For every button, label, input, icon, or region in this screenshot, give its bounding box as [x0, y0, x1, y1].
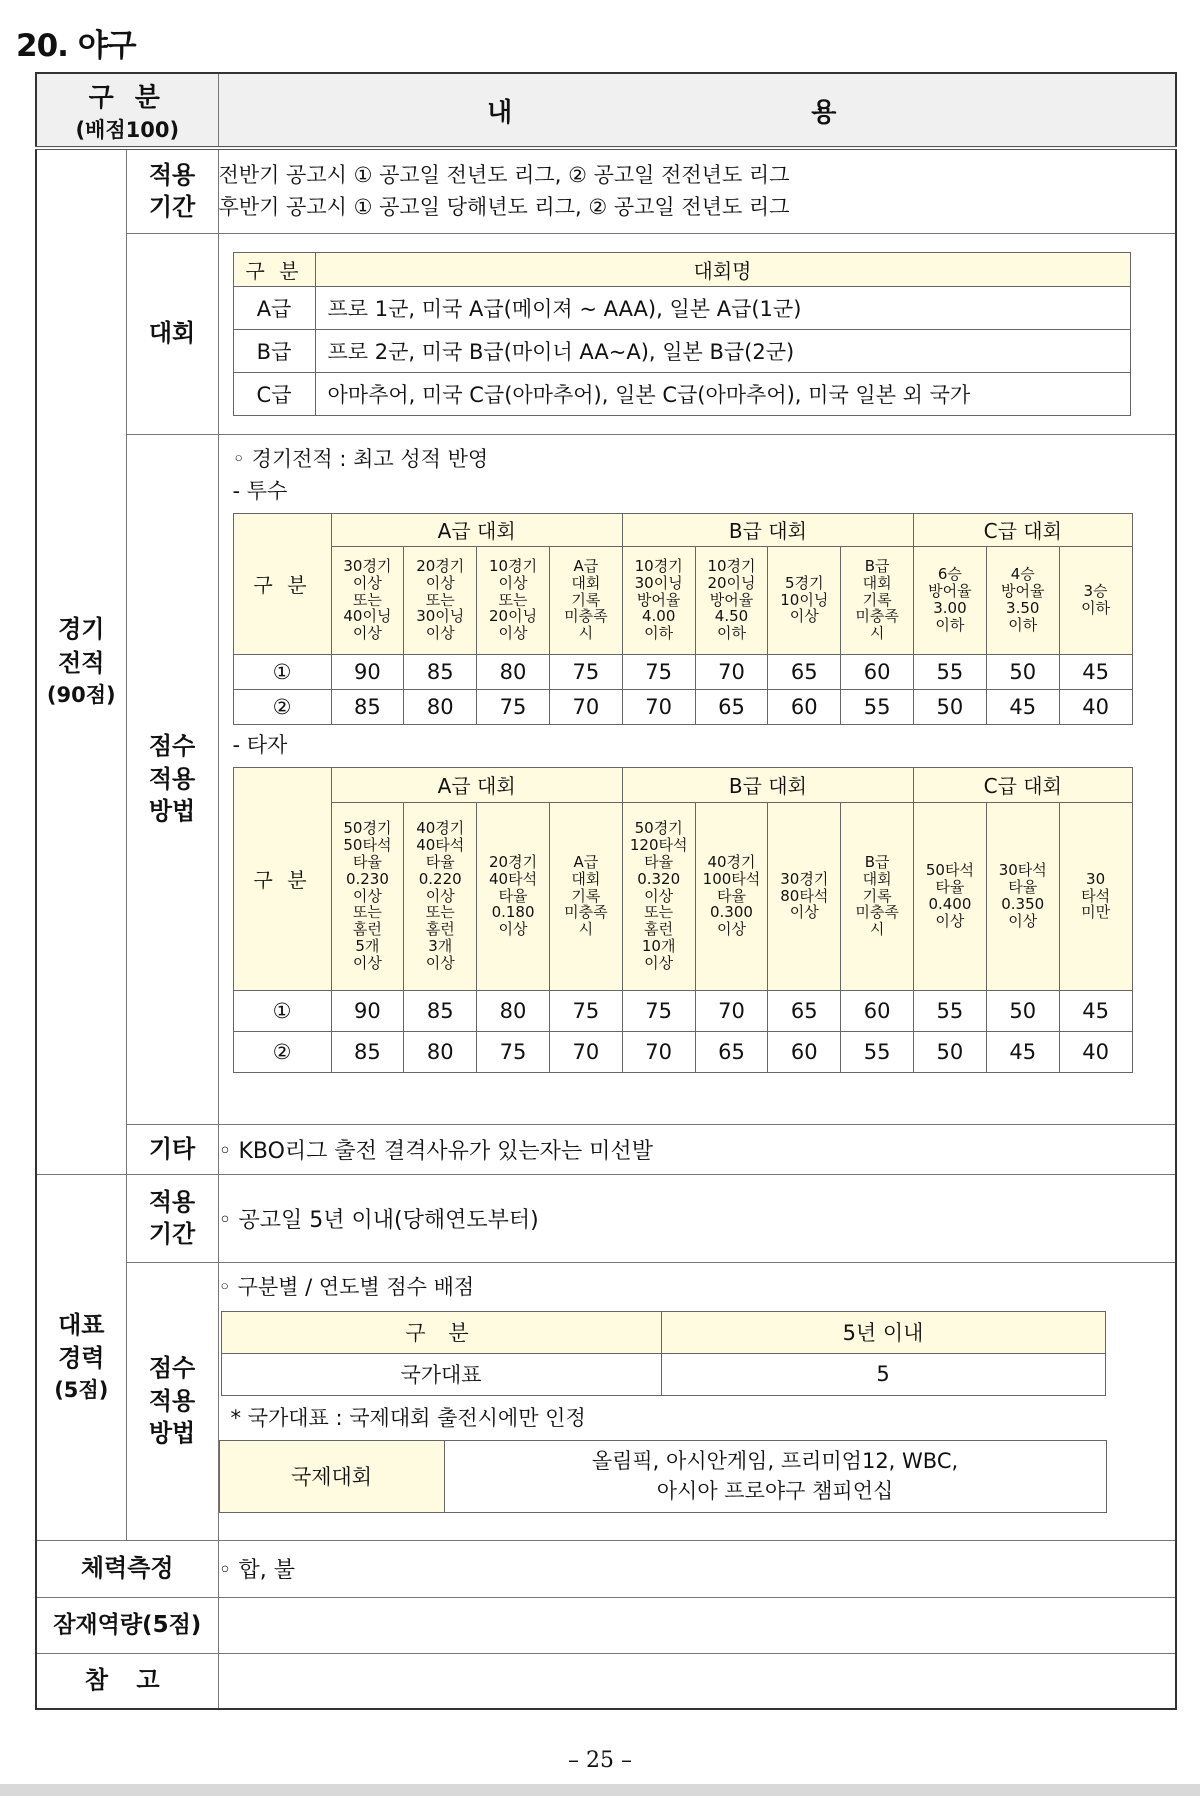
etc-label: 기타 — [126, 1124, 218, 1174]
batter-criteria-text: 30타석 — [998, 861, 1047, 880]
pitcher-criteria-text: 대회 — [862, 573, 892, 592]
batter-criteria-text: 이상 — [425, 886, 455, 905]
criteria-table — [35, 72, 1177, 1710]
pitcher-criteria-cell — [841, 546, 914, 654]
career-scoring-label-line2: 적용 — [148, 1386, 196, 1415]
competition-names: 프로 2군, 미국 B급(마이너 AA~A), 일본 B급(2군) — [315, 329, 1130, 372]
batter-criteria-text: 50경기 — [634, 819, 683, 838]
batter-criteria-text: 20경기 — [489, 853, 538, 871]
pitcher-criteria-cell — [549, 546, 622, 654]
career-scoring-intro: ◦ 구분별 / 연도별 점수 배점 — [218, 1274, 475, 1299]
competition-grade: C급 — [233, 372, 315, 415]
batter-criteria-text: 기록 — [571, 886, 601, 905]
batter-criteria-text: 80타석 — [780, 886, 829, 905]
pitcher-criteria-text: 이하 — [1008, 615, 1038, 634]
reference-label: 참 고 — [36, 1653, 218, 1709]
pitcher-criteria-cell — [986, 546, 1059, 654]
pitcher-score-cell: 60 — [841, 654, 914, 689]
batter-criteria-text: 기록 — [862, 886, 892, 905]
table-row — [233, 1031, 1132, 1072]
pitcher-head-category: 구 분 — [233, 513, 331, 654]
page-number: – 25 – — [568, 1748, 632, 1773]
batter-score-cell: 60 — [768, 1031, 841, 1072]
batter-criteria-text: 타율 — [352, 853, 382, 871]
batter-criteria-cell — [1059, 802, 1132, 990]
pitcher-criteria-text: 3.50 — [1006, 599, 1040, 617]
batter-score-cell: 70 — [695, 990, 768, 1031]
pitcher-score-cell: 65 — [768, 654, 841, 689]
pitcher-criteria-text: 40이닝 — [343, 607, 392, 626]
career-score-value: 5 — [661, 1353, 1105, 1395]
pitcher-score-cell: 65 — [695, 689, 768, 724]
batter-criteria-text: 3개 — [428, 936, 453, 955]
pitcher-criteria-text: 이상 — [498, 624, 528, 643]
batter-criteria-text: 50타석 — [343, 836, 392, 855]
batter-criteria-text: 타석 — [1081, 886, 1111, 905]
batter-criteria-text: 0.220 — [418, 869, 462, 888]
batter-criteria-text: 120타석 — [629, 836, 688, 855]
pitcher-criteria-text: 미충족 — [564, 607, 608, 626]
batter-criteria-text: 시 — [869, 920, 885, 939]
batter-criteria-text: 40타석 — [489, 869, 538, 888]
pitcher-row-label: ① — [233, 654, 331, 689]
pitcher-criteria-text: 4.00 — [641, 607, 676, 626]
pitcher-criteria-text: A급 — [573, 557, 599, 575]
batter-score-cell: 65 — [695, 1031, 768, 1072]
pitcher-criteria-text: 30경기 — [343, 557, 392, 575]
batter-criteria-text: 미만 — [1081, 903, 1111, 922]
intl-table — [219, 1440, 1107, 1513]
scoring-label-line1: 점수 — [148, 732, 196, 761]
pitcher-criteria-text: 방어율 — [709, 590, 754, 609]
competition-content — [218, 233, 1176, 434]
batter-criteria-text: 또는 — [352, 903, 382, 922]
batter-criteria-text: 이상 — [716, 920, 746, 939]
batter-score-cell: 60 — [841, 990, 914, 1031]
competition-head-category: 구 분 — [233, 252, 315, 286]
pitcher-criteria-cell — [404, 546, 477, 654]
career-score-head-years: 5년 이내 — [661, 1311, 1105, 1353]
career-period-label-line2: 기간 — [148, 1220, 196, 1248]
pitcher-criteria-text: 또는 — [425, 590, 455, 609]
fitness-label: 체력측정 — [36, 1540, 218, 1597]
batter-criteria-cell — [695, 802, 768, 990]
pitcher-criteria-text: 방어율 — [928, 582, 972, 601]
batter-criteria-text: 40경기 — [707, 853, 756, 871]
header-content-a: 내 — [487, 97, 513, 128]
header-category-label: 구 분 — [88, 82, 166, 113]
competition-head-name: 대회명 — [315, 252, 1130, 286]
batter-criteria-text: 0.230 — [345, 869, 389, 888]
batter-criteria-text: 100타석 — [702, 869, 761, 888]
batter-criteria-text: 미충족 — [564, 903, 608, 922]
batter-criteria-text: 50경기 — [343, 819, 392, 838]
pitcher-criteria-text: 방어율 — [1000, 582, 1045, 601]
batter-criteria-text: 이상 — [352, 886, 382, 905]
batter-criteria-text: 대회 — [571, 869, 601, 888]
batter-score-cell: 70 — [622, 1031, 695, 1072]
pitcher-criteria-text: 3.00 — [933, 599, 967, 617]
batter-row-label: ② — [233, 1031, 331, 1072]
pitcher-criteria-cell — [1059, 546, 1132, 654]
pitcher-criteria-text: 20이닝 — [489, 607, 538, 626]
record-label-line2: 전적 — [58, 649, 105, 678]
batter-criteria-text: 0.350 — [1001, 895, 1045, 913]
header-category — [36, 73, 218, 148]
batter-criteria-text: 홈런 — [425, 920, 455, 939]
batter-group-b: B급 대회 — [622, 767, 913, 802]
competition-label: 대회 — [126, 233, 218, 434]
pitcher-criteria-text: 3승 — [1083, 582, 1108, 601]
record-period-label — [126, 148, 218, 233]
pitcher-score-cell: 55 — [914, 654, 987, 689]
batter-score-cell: 90 — [331, 990, 404, 1031]
footer-bar — [0, 1784, 1200, 1796]
batter-criteria-cell — [622, 802, 695, 990]
batter-criteria-text: 50타석 — [925, 861, 974, 880]
pitcher-criteria-text: B급 — [864, 557, 890, 575]
batter-criteria-text: 10개 — [641, 936, 676, 955]
career-scoring-label — [126, 1262, 218, 1540]
batter-criteria-text: 이상 — [1008, 911, 1038, 930]
batter-criteria-cell — [404, 802, 477, 990]
pitcher-criteria-text: 기록 — [862, 590, 892, 609]
scoring-label-line2: 적용 — [148, 764, 196, 793]
table-row — [233, 689, 1132, 724]
pitcher-criteria-text: 이하 — [644, 624, 674, 643]
pitcher-score-cell: 85 — [331, 689, 404, 724]
scoring-label-line3: 방법 — [148, 797, 196, 826]
record-period-label-line1: 적용 — [148, 160, 196, 189]
batter-criteria-text: 대회 — [862, 869, 892, 888]
career-score-category: 국가대표 — [221, 1353, 661, 1395]
header-content — [218, 73, 1176, 148]
pitcher-criteria-cell — [695, 546, 768, 654]
batter-criteria-text: 타율 — [644, 853, 674, 871]
career-scoring-label-line1: 점수 — [148, 1354, 196, 1383]
fitness-text: ◦ 합, 불 — [218, 1540, 1176, 1597]
batter-criteria-text: 이상 — [425, 953, 455, 972]
career-period-text: ◦ 공고일 5년 이내(당해연도부터) — [218, 1174, 1176, 1262]
batter-head-category: 구 분 — [233, 767, 331, 990]
batter-criteria-cell — [331, 802, 404, 990]
pitcher-table — [233, 513, 1133, 725]
header-score-label: (배점100) — [75, 117, 180, 142]
batter-score-cell: 40 — [1059, 1031, 1132, 1072]
batter-criteria-text: 홈런 — [352, 920, 382, 939]
pitcher-criteria-cell — [622, 546, 695, 654]
pitcher-criteria-text: 미충족 — [855, 607, 899, 626]
pitcher-score-cell: 80 — [477, 654, 550, 689]
batter-criteria-cell — [841, 802, 914, 990]
pitcher-criteria-text: 기록 — [571, 590, 601, 609]
table-row — [233, 372, 1130, 415]
batter-criteria-text: 또는 — [644, 903, 674, 922]
pitcher-criteria-text: 이하 — [935, 615, 965, 634]
batter-group-a: A급 대회 — [331, 767, 622, 802]
pitcher-criteria-text: 이상 — [498, 573, 528, 592]
batter-criteria-text: 30 — [1086, 869, 1106, 888]
pitcher-criteria-text: 이상 — [425, 624, 455, 643]
intl-list-line1: 올림픽, 아시안게임, 프리미엄12, WBC, — [591, 1449, 959, 1473]
pitcher-criteria-cell — [477, 546, 550, 654]
pitcher-score-cell: 50 — [914, 689, 987, 724]
reference-content — [218, 1653, 1176, 1709]
potential-content — [218, 1597, 1176, 1653]
batter-criteria-text: A급 — [573, 853, 599, 871]
career-label — [36, 1174, 126, 1540]
potential-label: 잠재역량(5점) — [36, 1597, 218, 1653]
record-label-line1: 경기 — [58, 615, 105, 644]
intl-list — [444, 1440, 1106, 1512]
pitcher-criteria-cell — [914, 546, 987, 654]
pitcher-criteria-text: 5경기 — [785, 573, 824, 592]
batter-criteria-text: 타율 — [425, 853, 455, 871]
pitcher-criteria-text: 이상 — [425, 573, 455, 592]
batter-criteria-text: 30경기 — [780, 869, 829, 888]
batter-score-cell: 80 — [404, 1031, 477, 1072]
competition-grade: A급 — [233, 286, 315, 329]
pitcher-score-cell: 70 — [622, 689, 695, 724]
batter-criteria-text: 홈런 — [644, 920, 674, 939]
batter-criteria-cell — [768, 802, 841, 990]
batter-criteria-text: 0.300 — [710, 903, 753, 922]
pitcher-criteria-text: 20이닝 — [707, 573, 756, 592]
batter-criteria-text: 40경기 — [416, 819, 465, 838]
scoring-label — [126, 434, 218, 1124]
batter-score-cell: 65 — [768, 990, 841, 1031]
pitcher-criteria-text: 또는 — [498, 590, 528, 609]
pitcher-score-cell: 45 — [1059, 654, 1132, 689]
pitcher-criteria-text: 30이닝 — [416, 607, 465, 626]
pitcher-criteria-text: 이하 — [716, 624, 746, 643]
batter-criteria-text: 0.400 — [928, 895, 972, 913]
career-score-table — [221, 1311, 1106, 1396]
career-label-line2: 경력 — [58, 1344, 105, 1373]
pitcher-criteria-text: 이하 — [1081, 599, 1111, 617]
batter-criteria-text: 이상 — [644, 953, 674, 972]
career-label-line1: 대표 — [58, 1310, 105, 1339]
batter-score-cell: 75 — [549, 990, 622, 1031]
batter-score-cell: 80 — [477, 990, 550, 1031]
header-content-b: 용 — [811, 97, 837, 128]
etc-text: ◦ KBO리그 출전 결격사유가 있는자는 미선발 — [218, 1124, 1176, 1174]
batter-criteria-text: 타율 — [1008, 878, 1038, 897]
pitcher-criteria-cell — [768, 546, 841, 654]
career-note: * 국가대표 : 국제대회 출전시에만 인정 — [230, 1405, 586, 1430]
pitcher-score-cell: 90 — [331, 654, 404, 689]
pitcher-criteria-text: 또는 — [352, 590, 382, 609]
competition-grade: B급 — [233, 329, 315, 372]
pitcher-score-cell: 75 — [549, 654, 622, 689]
batter-title: - 타자 — [232, 732, 288, 757]
pitcher-criteria-text: 10이닝 — [780, 590, 829, 609]
batter-criteria-text: 이상 — [789, 903, 819, 922]
intl-list-line2: 아시아 프로야구 챔피언십 — [656, 1479, 894, 1503]
batter-criteria-cell — [549, 802, 622, 990]
batter-table — [233, 767, 1133, 1073]
pitcher-title: - 투수 — [232, 478, 288, 503]
batter-criteria-text: 이상 — [352, 953, 382, 972]
competition-names: 아마추어, 미국 C급(아마추어), 일본 C급(아마추어), 미국 일본 외 국가 — [315, 372, 1130, 415]
batter-criteria-text: 타율 — [498, 886, 528, 905]
pitcher-criteria-text: 10경기 — [634, 557, 683, 575]
batter-criteria-text: 이상 — [498, 920, 528, 939]
batter-criteria-text: 타율 — [935, 878, 965, 897]
batter-criteria-cell — [914, 802, 987, 990]
batter-group-c: C급 대회 — [914, 767, 1133, 802]
table-row — [233, 990, 1132, 1031]
batter-score-cell: 50 — [986, 990, 1059, 1031]
scoring-content — [218, 434, 1176, 1124]
career-period-label — [126, 1174, 218, 1262]
career-period-label-line1: 적용 — [148, 1187, 196, 1216]
pitcher-criteria-cell — [331, 546, 404, 654]
competition-table — [233, 252, 1131, 416]
batter-score-cell: 45 — [1059, 990, 1132, 1031]
batter-criteria-text: 0.180 — [491, 903, 535, 922]
pitcher-score-cell: 70 — [695, 654, 768, 689]
batter-score-cell: 85 — [331, 1031, 404, 1072]
batter-score-cell: 75 — [477, 1031, 550, 1072]
batter-criteria-cell — [986, 802, 1059, 990]
pitcher-score-cell: 55 — [841, 689, 914, 724]
record-label — [36, 148, 126, 1174]
batter-criteria-text: 40타석 — [416, 836, 465, 855]
batter-criteria-text: 이상 — [644, 886, 674, 905]
pitcher-criteria-text: 시 — [578, 624, 594, 643]
batter-score-cell: 55 — [841, 1031, 914, 1072]
pitcher-criteria-text: 대회 — [571, 573, 601, 592]
pitcher-group-b: B급 대회 — [622, 513, 913, 546]
pitcher-criteria-text: 4.50 — [714, 607, 749, 626]
pitcher-criteria-text: 시 — [869, 624, 885, 643]
pitcher-criteria-row — [233, 546, 1132, 654]
record-period-line2: 후반기 공고시 ① 공고일 당해년도 리그, ② 공고일 전년도 리그 — [218, 195, 790, 220]
batter-criteria-text: 0.320 — [637, 869, 681, 888]
pitcher-group-c: C급 대회 — [914, 513, 1133, 546]
batter-score-cell: 70 — [549, 1031, 622, 1072]
record-period-label-line2: 기간 — [148, 193, 196, 222]
batter-criteria-row — [233, 802, 1132, 990]
career-scoring-label-line3: 방법 — [148, 1419, 196, 1448]
record-period-line1: 전반기 공고시 ① 공고일 전년도 리그, ② 공고일 전전년도 리그 — [218, 163, 790, 188]
pitcher-group-a: A급 대회 — [331, 513, 622, 546]
table-row — [233, 286, 1130, 329]
career-score-head-category: 구 분 — [221, 1311, 661, 1353]
batter-score-cell: 45 — [986, 1031, 1059, 1072]
intl-label: 국제대회 — [219, 1440, 444, 1512]
batter-criteria-text: 또는 — [425, 903, 455, 922]
pitcher-score-cell: 75 — [622, 654, 695, 689]
pitcher-criteria-text: 방어율 — [636, 590, 681, 609]
pitcher-criteria-text: 4승 — [1010, 565, 1035, 584]
pitcher-score-cell: 60 — [768, 689, 841, 724]
table-row — [221, 1353, 1105, 1395]
pitcher-criteria-text: 20경기 — [416, 557, 465, 575]
competition-names: 프로 1군, 미국 A급(메이져 ~ AAA), 일본 A급(1군) — [315, 286, 1130, 329]
pitcher-criteria-text: 6승 — [937, 565, 962, 584]
pitcher-criteria-text: 10경기 — [707, 557, 756, 575]
table-row — [233, 329, 1130, 372]
table-row — [233, 654, 1132, 689]
batter-criteria-text: 미충족 — [855, 903, 899, 922]
pitcher-score-cell: 40 — [1059, 689, 1132, 724]
pitcher-criteria-text: 10경기 — [489, 557, 538, 575]
record-label-score: (90점) — [46, 682, 116, 707]
page-title: 20. 야구 — [16, 28, 136, 64]
batter-criteria-text: 시 — [578, 920, 594, 939]
batter-row-label: ① — [233, 990, 331, 1031]
career-scoring-content — [218, 1262, 1176, 1540]
pitcher-score-cell: 85 — [404, 654, 477, 689]
record-period-content — [218, 148, 1176, 233]
batter-score-cell: 50 — [914, 1031, 987, 1072]
batter-criteria-cell — [477, 802, 550, 990]
pitcher-criteria-text: 30이닝 — [634, 573, 683, 592]
pitcher-score-cell: 80 — [404, 689, 477, 724]
scoring-intro: ◦ 경기전적 : 최고 성적 반영 — [232, 446, 489, 471]
pitcher-criteria-text: 이상 — [352, 624, 382, 643]
batter-score-cell: 75 — [622, 990, 695, 1031]
pitcher-score-cell: 75 — [477, 689, 550, 724]
pitcher-criteria-text: 이상 — [789, 607, 819, 626]
career-label-score: (5점) — [54, 1377, 109, 1402]
batter-score-cell: 55 — [914, 990, 987, 1031]
pitcher-score-cell: 50 — [986, 654, 1059, 689]
batter-criteria-text: 이상 — [935, 911, 965, 930]
batter-criteria-text: 5개 — [355, 936, 380, 955]
pitcher-score-cell: 70 — [549, 689, 622, 724]
pitcher-criteria-text: 이상 — [352, 573, 382, 592]
pitcher-row-label: ② — [233, 689, 331, 724]
batter-score-cell: 85 — [404, 990, 477, 1031]
batter-criteria-text: 타율 — [716, 886, 746, 905]
pitcher-score-cell: 45 — [986, 689, 1059, 724]
batter-criteria-text: B급 — [864, 853, 890, 871]
